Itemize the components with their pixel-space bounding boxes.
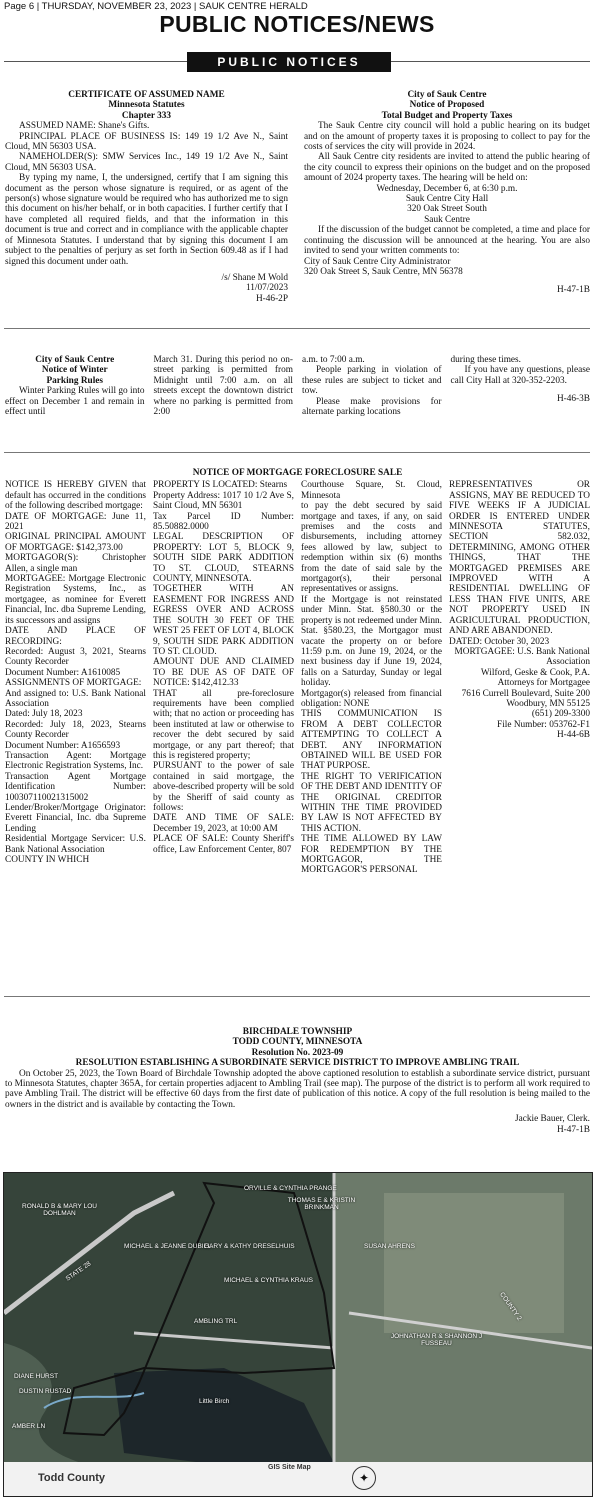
- nameholder-line: NAMEHOLDER(S): SMW Services Inc., 149 19 1/2 Ave N., Saint Cloud, MN 56303 USA.: [5, 152, 288, 173]
- foreclosure-text: COUNTY IN WHICH: [5, 855, 90, 866]
- hearing-address: 320 Oak Street South: [407, 204, 487, 215]
- foreclosure-text: Tax Parcel ID Number: 85.50882.0000: [153, 511, 294, 533]
- section-bar: [4, 52, 590, 72]
- foreclosure-column: [153, 480, 294, 875]
- foreclosure-signature-line: (651) 209-3300: [531, 709, 590, 720]
- birchdale-resolution-title: RESOLUTION ESTABLISHING A SUBORDINATE SERVICE DISTRICT TO IMPROVE AMBLING TRAIL: [75, 1058, 520, 1069]
- todd-county-logo: Todd County: [38, 1472, 105, 1484]
- business-place-line: PRINCIPAL PLACE OF BUSINESS IS: 149 19 1/2 Ave N., Saint Cloud, MN 56303 USA.: [5, 131, 288, 153]
- foreclosure-text: Residential Mortgage Servicer: U.S. Bank National Association: [5, 834, 146, 855]
- foreclosure-text: Property Address: 1017 10 1/2 Ave S, Saint Cloud, MN 56301: [153, 490, 294, 512]
- map-label: STATE 28: [64, 1260, 93, 1283]
- budget-notice: [304, 90, 590, 296]
- signature: /s/ Shane M Wold: [221, 272, 288, 283]
- foreclosure-text: ASSIGNMENTS OF MORTGAGE:: [5, 678, 142, 689]
- foreclosure-text: Mortgagor(s) released from financial obligation: NONE: [301, 688, 442, 709]
- notice-code: H-47-1B: [556, 285, 590, 296]
- foreclosure-text: Transaction Agent Mortgage Identification Number: 100307110021315002: [5, 771, 146, 803]
- map-label: MICHAEL & CYNTHIA KRAUS: [224, 1277, 313, 1284]
- foreclosure-text: Dated: July 18, 2023: [5, 709, 83, 720]
- foreclosure-text: to pay the debt secured by said mortgage and taxes, if any, on said premises and the costs and disbursements, including attorney fees allowed by law, subject to redemption within six (6) months from the date of said sale by the mortgagor(s), their personal representatives or assigns.: [301, 501, 442, 595]
- budget-subtitle: Notice of Proposed: [409, 100, 485, 111]
- foreclosure-title: NOTICE OF MORTGAGE FORECLOSURE SALE: [192, 468, 403, 478]
- budget-paragraph: If the discussion of the budget cannot be completed, a time and place for continuing the discussion will be announced at the hearing. You are also invited to send your written comments to:: [304, 225, 590, 257]
- map-label: AMBER LN: [12, 1423, 46, 1430]
- assumed-name-subtitle: Minnesota Statutes: [108, 100, 185, 111]
- foreclosure-text: THE TIME ALLOWED BY LAW FOR REDEMPTION BY THE MORTGAGOR, THE MORTGAGOR'S PERSONAL: [301, 834, 442, 876]
- map-footer-title: GIS Site Map: [268, 1464, 311, 1471]
- foreclosure-text: Recorded: July 18, 2023, Stearns County Recorder: [5, 719, 146, 741]
- foreclosure-text: PROPERTY IS LOCATED: Stearns: [153, 480, 288, 491]
- foreclosure-text: PLACE OF SALE: County Sheriff's office, Law Enforcement Center, 807: [153, 834, 294, 855]
- budget-subtitle-2: Total Budget and Property Taxes: [381, 110, 513, 121]
- budget-paragraph: The Sauk Centre city council will hold a public hearing on its budget and on the amount of property taxes it is proposing to collect to pay for the costs of services the city will provide in 2024.: [304, 121, 590, 153]
- map-label: DUSTIN RUSTAD: [19, 1388, 72, 1395]
- foreclosure-signature-line: File Number: 053762-F1: [497, 719, 590, 730]
- comment-address: 320 Oak Street S, Sauk Centre, MN 56378: [304, 266, 463, 277]
- parking-text: Winter Parking Rules will go into effect on December 1 and remain in effect until: [5, 386, 145, 418]
- parking-text: People parking in violation of these rules are subject to ticket and tow.: [302, 365, 442, 397]
- foreclosure-signature-line: MORTGAGEE: U.S. Bank National Association: [454, 646, 590, 668]
- foreclosure-text: THE RIGHT TO VERIFICATION OF THE DEBT AND IDENTITY OF THE ORIGINAL CREDITOR WITHIN THE TIME PROVIDED BY LAW IS NOT AFFECTED BY THIS ACTION.: [301, 771, 442, 834]
- foreclosure-text: REPRESENTATIVES OR ASSIGNS, MAY BE REDUCED TO FIVE WEEKS IF A JUDICIAL ORDER IS ENTERED UNDER MINNESOTA STATUTES, SECTION 582.032, DETERMINING, AMONG OTHER THINGS, THAT THE MORTGAGED PREMISES ARE IMPROVED WITH A RESIDENTIAL DWELLING OF LESS THAN FIVE UNITS, ARE NOT PROPERTY USED IN AGRICULTURAL PRODUCTION, AND ARE ABANDONED.: [449, 480, 590, 637]
- foreclosure-columns: [5, 480, 590, 875]
- parking-notice: [5, 355, 590, 417]
- foreclosure-notice: [5, 468, 590, 876]
- foreclosure-text: THAT all pre-foreclosure requirements have been complied with; that no action or proceeding has been instituted at law or otherwise to recover the debt secured by said mortgage, or any part thereof; that this is registered property;: [153, 688, 294, 761]
- foreclosure-text: THIS COMMUNICATION IS FROM A DEBT COLLECTOR ATTEMPTING TO COLLECT A DEBT. ANY INFORMATION OBTAINED WILL BE USED FOR THAT PURPOSE.: [301, 709, 442, 772]
- parking-subtitle-2: Parking Rules: [46, 375, 104, 386]
- foreclosure-text: Recorded: August 3, 2021, Stearns County Recorder: [5, 646, 146, 668]
- parking-column: [154, 355, 294, 417]
- foreclosure-signature-line: 7616 Currell Boulevard, Suite 200: [461, 688, 590, 699]
- foreclosure-text: PURSUANT to the power of sale contained in said mortgage, the above-described property will be sold by the Sheriff of said county as follows:: [153, 761, 294, 813]
- foreclosure-signature-line: Attorneys for Mortgagee: [497, 678, 590, 689]
- map-label: DIANE HURST: [14, 1373, 59, 1380]
- foreclosure-text: DATE AND PLACE OF RECORDING:: [5, 626, 146, 647]
- birchdale-body: On October 25, 2023, the Town Board of Birchdale Township adopted the above captioned resolution to establish a subordinate service district, pursuant to Minnesota Statutes, chapter 365A, for certain properties adjacent to Ambling Trail (see map). The purpose of the district is to perform all work required to pave Ambling Trail. The district will be effective 60 days from the first date of publication of this notice. A copy of the full resolution is being mailed to the owners in the district and is available by contacting the Town.: [5, 1068, 590, 1110]
- gis-site-map: [3, 1172, 593, 1497]
- map-label: COUNTY 2: [498, 1291, 523, 1322]
- notice-code: H-46-2P: [255, 293, 288, 304]
- birchdale-notice: [5, 1027, 590, 1135]
- foreclosure-text: MORTGAGOR(S): Christopher Allen, a single man: [5, 553, 146, 574]
- foreclosure-text: DATE AND TIME OF SALE: December 19, 2023, at 10:00 AM: [153, 813, 294, 834]
- foreclosure-text: Document Number: A1610085: [5, 667, 121, 678]
- assumed-name-notice: [5, 90, 288, 304]
- foreclosure-text: LEGAL DESCRIPTION OF PROPERTY: LOT 5, BLOCK 9, SOUTH SIDE PARK ADDITION TO ST. CLOUD, STEARNS COUNTY, MINNESOTA.: [153, 532, 294, 585]
- map-label: GARY & KATHY DRESELHUIS: [204, 1243, 295, 1250]
- notice-code: H-47-1B: [556, 1124, 590, 1135]
- clerk-signature: Jackie Bauer, Clerk.: [514, 1114, 590, 1125]
- parking-text: a.m. to 7:00 a.m.: [302, 355, 365, 365]
- foreclosure-text: TOGETHER WITH AN EASEMENT FOR INGRESS AND EGRESS OVER AND ACROSS THE SOUTH 30 FEET OF THE WEST 25 FEET OF LOT 4, BLOCK 9, SOUTH SIDE PARK ADDITION TO ST. CLOUD.: [153, 584, 294, 657]
- divider: [4, 328, 590, 329]
- parking-column: [451, 355, 591, 417]
- assumed-name-chapter: Chapter 333: [121, 110, 172, 121]
- foreclosure-text: And assigned to: U.S. Bank National Association: [5, 688, 146, 709]
- divider: [4, 996, 590, 997]
- map-graphic: [4, 1173, 592, 1496]
- foreclosure-text: AMOUNT DUE AND CLAIMED TO BE DUE AS OF DATE OF NOTICE: $142,412.33: [153, 657, 294, 689]
- foreclosure-signature-line: H-44-6B: [556, 730, 590, 741]
- parking-column: [5, 355, 145, 417]
- map-label: RONALD B & MARY LOU DOHLMAN: [22, 1203, 97, 1217]
- foreclosure-signature-line: Woodbury, MN 55125: [506, 698, 590, 709]
- certification-paragraph: By typing my name, I, the undersigned, certify that I am signing this document as the person whose signature is required, or as agent of the person(s) whose signature would be required who has authorized me to sign this document on his/her behalf, or in both capacities. I further certify that I have completed all required fields, and that the information in this document is true and correct and in compliance with the applicable chapter of Minnesota Statutes. I understand that by signing this document I am subject to the penalties of perjury as set forth in Section 609.48 as if I had signed this document under oath.: [5, 173, 288, 267]
- foreclosure-signature: [449, 647, 590, 741]
- map-label: JOHNATHAN R & SHANNON J FUSSEAU: [390, 1333, 483, 1347]
- foreclosure-text: Courthouse Square, St. Cloud, Minnesota: [301, 480, 442, 501]
- birchdale-resolution-number: Resolution No. 2023-09: [251, 1047, 344, 1058]
- parking-text: March 31. During this period no on-street parking is permitted from Midnight until 7:00 a.m. on all streets except the downtown district where no parking is permitted from 2:00: [153, 355, 293, 418]
- map-footer: [4, 1462, 592, 1496]
- map-label: AMBLING TRL: [194, 1318, 238, 1325]
- foreclosure-column: [449, 480, 590, 875]
- budget-title: City of Sauk Centre: [407, 90, 487, 100]
- map-label: ORVILLE & CYNTHIA PRANGE: [244, 1185, 337, 1192]
- parking-title: City of Sauk Centre: [35, 355, 115, 365]
- map-label: MICHAEL & JEANNE DUBIEL: [124, 1243, 212, 1250]
- notice-code: H-46-3B: [556, 394, 590, 405]
- parking-text: If you have any questions, please call City Hall at 320-352-2203.: [450, 365, 590, 386]
- parking-text: during these times.: [450, 355, 521, 365]
- compass-icon: ✦: [352, 1466, 376, 1490]
- assumed-name-title: CERTIFICATE OF ASSUMED NAME: [68, 90, 225, 100]
- foreclosure-text: ORIGINAL PRINCIPAL AMOUNT OF MORTGAGE: $142,373.00: [5, 532, 146, 553]
- foreclosure-text: NOTICE IS HEREBY GIVEN that default has occurred in the conditions of the following described mortgage:: [5, 480, 146, 512]
- issue-line: Page 6 | THURSDAY, NOVEMBER 23, 2023 | SAUK CENTRE HERALD: [4, 1, 308, 12]
- hearing-place: Sauk Centre City Hall: [405, 194, 489, 205]
- map-label: THOMAS E & KRISTIN BRINKMAN: [287, 1197, 356, 1211]
- map-label: Little Birch: [199, 1398, 230, 1405]
- comment-address: City of Sauk Centre City Administrator: [304, 256, 451, 267]
- birchdale-county: TODD COUNTY, MINNESOTA: [232, 1037, 363, 1048]
- divider: [4, 452, 590, 453]
- foreclosure-text: If the Mortgage is not reinstated under Minn. Stat. §580.30 or the property is not redeemed under Minn. Stat. §580.23, the Mortgagor must vacate the property on or before 11:59 p.m. on June 19, 2024, or the next business day if June 19, 2024, falls on a Saturday, Sunday or legal holiday.: [301, 594, 442, 689]
- assumed-name-line: ASSUMED NAME: Shane's Gifts.: [19, 121, 150, 132]
- foreclosure-text: MORTGAGEE: Mortgage Electronic Registration Systems, Inc., as mortgagee, as nominee for Everett Financial, Inc. dba Supreme Lending, its successors and assigns: [5, 574, 146, 626]
- signature-date: 11/07/2023: [245, 283, 288, 294]
- foreclosure-column: [301, 480, 442, 875]
- section-label: PUBLIC NOTICES: [187, 52, 391, 72]
- foreclosure-text: Transaction Agent: Mortgage Electronic Registration Systems, Inc.: [5, 750, 146, 772]
- map-label: SUSAN AHRENS: [364, 1243, 415, 1250]
- parking-subtitle: Notice of Winter: [41, 365, 108, 376]
- foreclosure-date: DATED: October 30, 2023: [449, 636, 550, 647]
- hearing-time: Wednesday, December 6, at 6:30 p.m.: [376, 183, 518, 194]
- page-title: PUBLIC NOTICES/NEWS: [159, 11, 435, 37]
- hearing-city: Sauk Centre: [424, 214, 470, 225]
- parking-column: [302, 355, 442, 417]
- foreclosure-text: Document Number: A1656593: [5, 740, 121, 751]
- foreclosure-text: DATE OF MORTGAGE: June 11, 2021: [5, 511, 146, 533]
- birchdale-title: BIRCHDALE TOWNSHIP: [242, 1027, 353, 1037]
- foreclosure-signature-line: Wilford, Geske & Cook, P.A.: [480, 667, 590, 678]
- foreclosure-column: [5, 480, 146, 875]
- parking-text: Please make provisions for alternate parking locations: [302, 396, 442, 418]
- budget-paragraph: All Sauk Centre city residents are invited to attend the public hearing of the city council to express their opinions on the budget and on the proposed amount of 2024 property taxes. The hearing will be held on:: [304, 152, 590, 184]
- foreclosure-text: Lender/Broker/Mortgage Originator: Everett Financial, Inc. dba Supreme Lending: [5, 803, 146, 834]
